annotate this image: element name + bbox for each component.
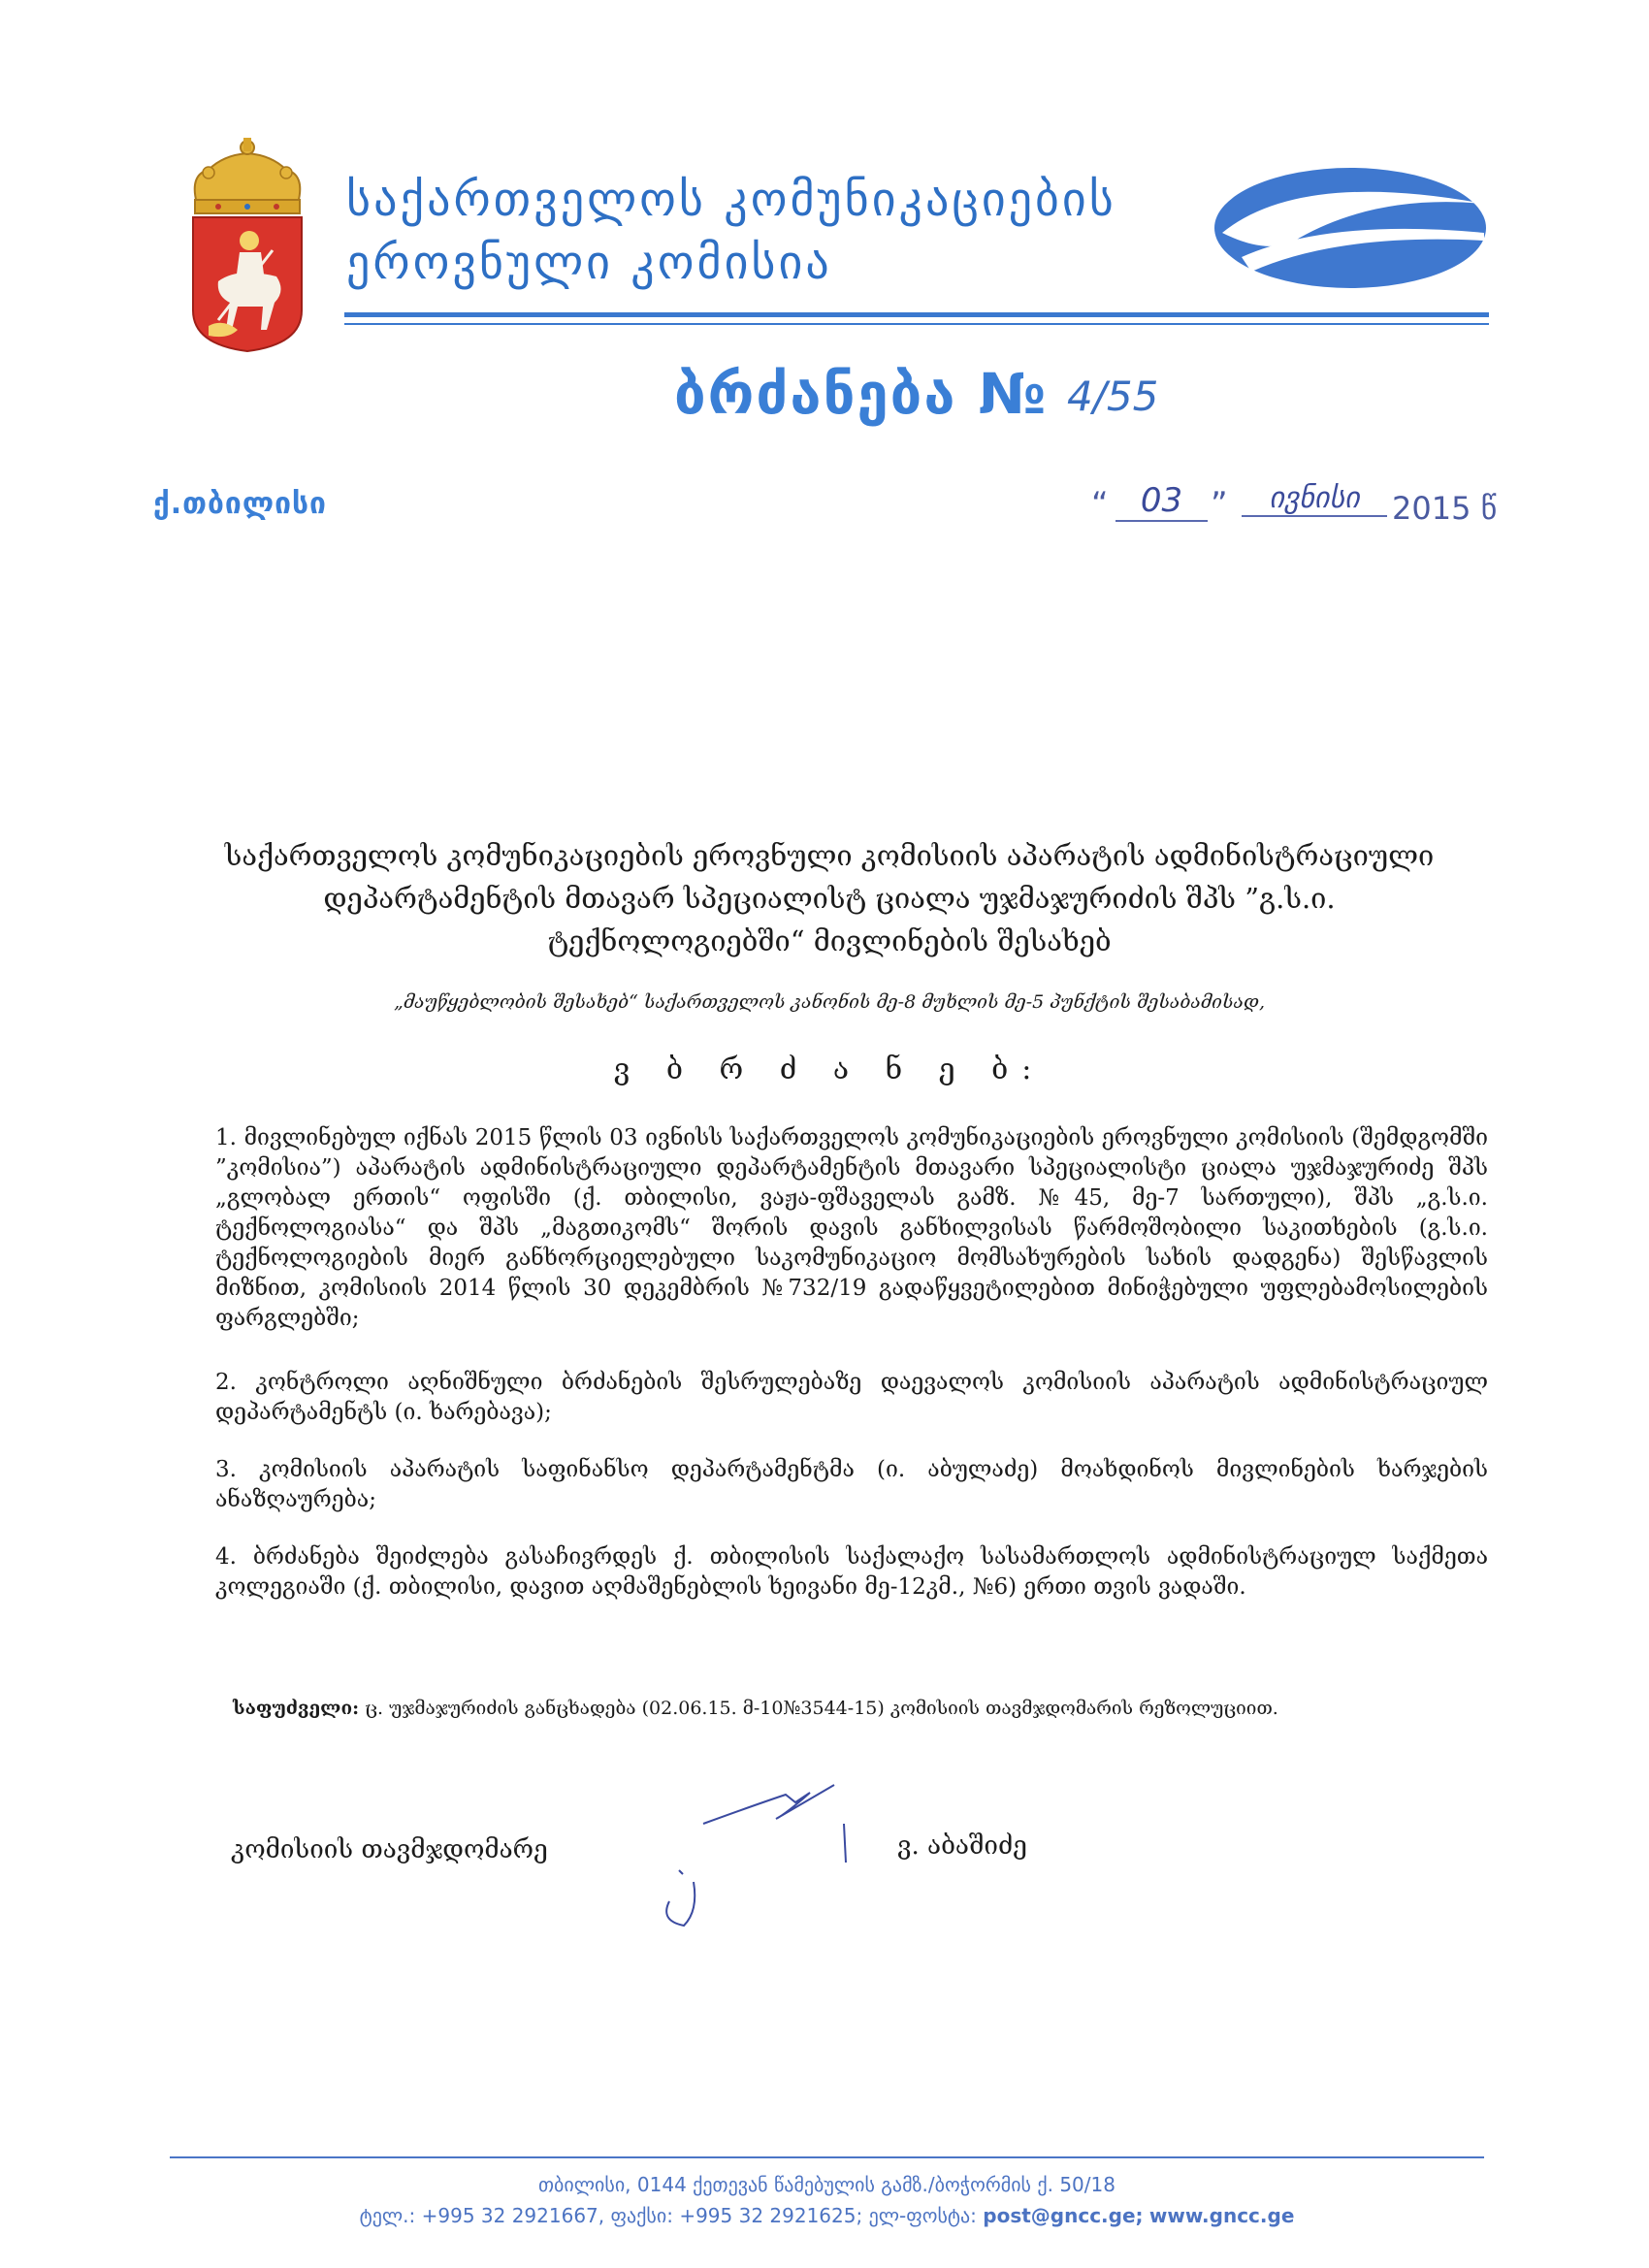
date-year: 2015 წ: [1392, 490, 1498, 527]
date-day: 03: [1116, 481, 1208, 522]
city-label: ქ.თბილისი: [153, 487, 327, 521]
handwritten-signature-icon: [640, 1775, 854, 1935]
date-quote-close: ”: [1211, 485, 1228, 524]
phone-number: +995 32 2921667,: [421, 2204, 605, 2227]
date-month: ივნისი: [1242, 481, 1387, 517]
orders-word: ვ ბ რ ძ ა ნ ე ბ:: [613, 1053, 1046, 1086]
order-paragraph-3: 3. კომისიის აპარატის საფინანსო დეპარტამენტმა (ი. აბულაძე) მოახდინოს მივლინების ხარჯების ანაზღაურება;: [215, 1457, 1488, 1512]
order-number: 4/55: [1067, 373, 1159, 420]
order-paragraph-1: 1. მივლინებულ იქნას 2015 წლის 03 ივნისს საქართველოს კომუნიკაციების ეროვნული კომისიის (შემდგომში ”კომისია”) აპარატის ადმინისტრაციული დეპარტამენტის მთავარი სპეციალისტი ციალა უჯმაჯურიძე შპს „გლობალ ერთის“ ოფისში (ქ. თბილისი, ვაჟა-ფშაველას გამზ. №45, მე-7 სართული), შპს „გ.ს.ი. ტექნოლოგიასა“ და შპს „მაგთიკომს“ შორის დავის განხილვისას წარმოშობილი საკითხების (გ.ს.ი. ტექნოლოგიების მიერ განხორციელებული საკომუნიკაციო მომსახურების სახის დადგენა) შესწავლის მიზნით, კომისიის 2014 წლის 30 დეკემბრის №732/19 გადაწყვეტილებით მინიჭებული უფლებამოსილების ფარგლებში;: [215, 1125, 1488, 1331]
grounds-text: ც. უჯმაჯურიძის განცხადება (02.06.15. მ-10№3544-15) კომისიის თავმჯდომარის რეზოლუციით.: [365, 1698, 1278, 1719]
grounds-line: [233, 1698, 1465, 1719]
footer-rule: [170, 2156, 1484, 2158]
order-paragraph-2: 2. კონტროლი აღნიშნული ბრძანების შესრულებაზე დაევალოს კომისიის აპარატის ადმინისტრაციულ დეპარტამენტს (ი. ხარებავა);: [215, 1370, 1488, 1425]
organization-name-line1: საქართველოს კომუნიკაციების: [346, 173, 1116, 227]
footer-address: თბილისი, 0144 ქეთევან წამებულის გამზ./ბოჭორმის ქ. 50/18: [538, 2173, 1116, 2196]
fax-label: ფაქსი:: [610, 2204, 673, 2227]
header-rule-thick: [344, 312, 1489, 317]
signatory-title: კომისიის თავმჯდომარე: [231, 1835, 548, 1864]
footer-contacts: [170, 2204, 1484, 2227]
fax-number: +995 32 2921625;: [679, 2204, 863, 2227]
signatory-name: ვ. აბაშიძე: [897, 1831, 1027, 1861]
order-subject: საქართველოს კომუნიკაციების ეროვნული კომისიის აპარატის ადმინისტრაციული დეპარტამენტის მთავარ სპეციალისტ ციალა უჯმაჯურიძის შპს ”გ.ს.ი. ტექნოლოგიებში“ მივლინების შესახებ: [224, 839, 1435, 957]
website-link[interactable]: www.gncc.ge: [1148, 2204, 1295, 2227]
email-link[interactable]: post@gncc.ge;: [983, 2204, 1144, 2227]
order-paragraph-4: 4. ბრძანება შეიძლება გასაჩივრდეს ქ. თბილისის საქალაქო სასამართლოს ადმინისტრაციულ საქმეთა კოლეგიაში (ქ. თბილისი, დავით აღმაშენებლის ხეივანი მე-12კმ., №6) ერთი თვის ვადაში.: [215, 1544, 1488, 1600]
coat-of-arms-icon: [179, 136, 315, 354]
gncc-logo-icon: [1212, 165, 1489, 291]
organization-name-line2: ეროვნული კომისია: [346, 236, 832, 290]
header-rule-thin: [344, 323, 1489, 325]
grounds-label: საფუძველი:: [233, 1698, 360, 1719]
legal-basis: „მაუწყებლობის შესახებ“ საქართველოს კანონის მე-8 მუხლის მე-5 პუნქტის შესაბამისად,: [393, 991, 1266, 1013]
phone-label: ტელ.:: [359, 2204, 416, 2227]
order-title: ბრძანება №: [674, 361, 1049, 427]
email-label: ელ-ფოსტა:: [868, 2204, 977, 2227]
date-quote-open: “: [1091, 485, 1109, 524]
